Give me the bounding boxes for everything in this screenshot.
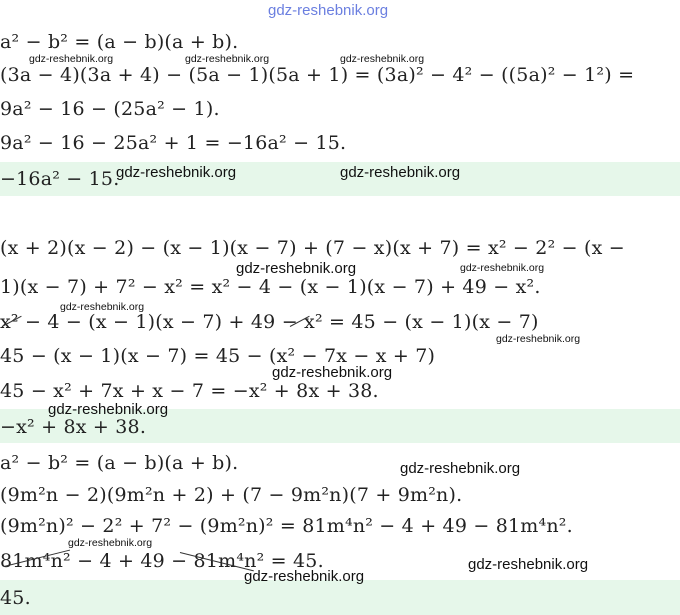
watermark: gdz-reshebnik.org — [340, 164, 461, 181]
problem2-step3: x² − 4 − (x − 1)(x − 7) + 49 − x² = 45 − (x − 1)(x − 7) — [0, 311, 539, 333]
watermark: gdz-reshebnik.org — [29, 53, 114, 65]
problem1-formula: a² − b² = (a − b)(a + b). — [0, 31, 239, 53]
problem1-step1: (3a − 4)(3a + 4) − (5a − 1)(5a + 1) = (3a)² − 4² − ((5a)² − 1²) = — [0, 64, 635, 86]
problem3-step1: (9m²n − 2)(9m²n + 2) + (7 − 9m²n)(7 + 9m²n). — [0, 484, 463, 506]
watermark: gdz-reshebnik.org — [68, 537, 153, 549]
watermark: gdz-reshebnik.org — [460, 262, 545, 274]
problem2-answer: −x² + 8x + 38. — [0, 416, 147, 438]
problem3-step3: 81m⁴n² − 4 + 49 − 81m⁴n² = 45. — [0, 550, 324, 572]
watermark: gdz-reshebnik.org — [236, 260, 357, 277]
watermark: gdz-reshebnik.org — [116, 164, 237, 181]
problem2-step4: 45 − (x − 1)(x − 7) = 45 − (x² − 7x − x + 7) — [0, 345, 436, 367]
top-watermark: gdz-reshebnik.org — [268, 2, 389, 19]
problem3-step2: (9m²n)² − 2² + 7² − (9m²n)² = 81m⁴n² − 4 + 49 − 81m⁴n². — [0, 515, 573, 537]
problem2-step1: (x + 2)(x − 2) − (x − 1)(x − 7) + (7 − x)(x + 7) = x² − 2² − (x − — [0, 237, 625, 259]
answer-band-3 — [0, 580, 680, 615]
watermark: gdz-reshebnik.org — [48, 401, 169, 418]
watermark: gdz-reshebnik.org — [272, 364, 393, 381]
watermark: gdz-reshebnik.org — [185, 53, 270, 65]
problem3-formula: a² − b² = (a − b)(a + b). — [0, 452, 239, 474]
watermark: gdz-reshebnik.org — [60, 301, 145, 313]
problem1-step3: 9a² − 16 − 25a² + 1 = −16a² − 15. — [0, 132, 347, 154]
problem2-step2: 1)(x − 7) + 7² − x² = x² − 4 − (x − 1)(x − 7) + 49 − x². — [0, 276, 541, 298]
watermark: gdz-reshebnik.org — [496, 333, 581, 345]
problem1-answer: −16a² − 15. — [0, 168, 120, 190]
watermark: gdz-reshebnik.org — [400, 460, 521, 477]
problem3-answer: 45. — [0, 587, 31, 609]
problem2-step5: 45 − x² + 7x + x − 7 = −x² + 8x + 38. — [0, 380, 379, 402]
problem1-step2: 9a² − 16 − (25a² − 1). — [0, 98, 220, 120]
watermark: gdz-reshebnik.org — [468, 556, 589, 573]
watermark: gdz-reshebnik.org — [340, 53, 425, 65]
watermark: gdz-reshebnik.org — [244, 568, 365, 585]
